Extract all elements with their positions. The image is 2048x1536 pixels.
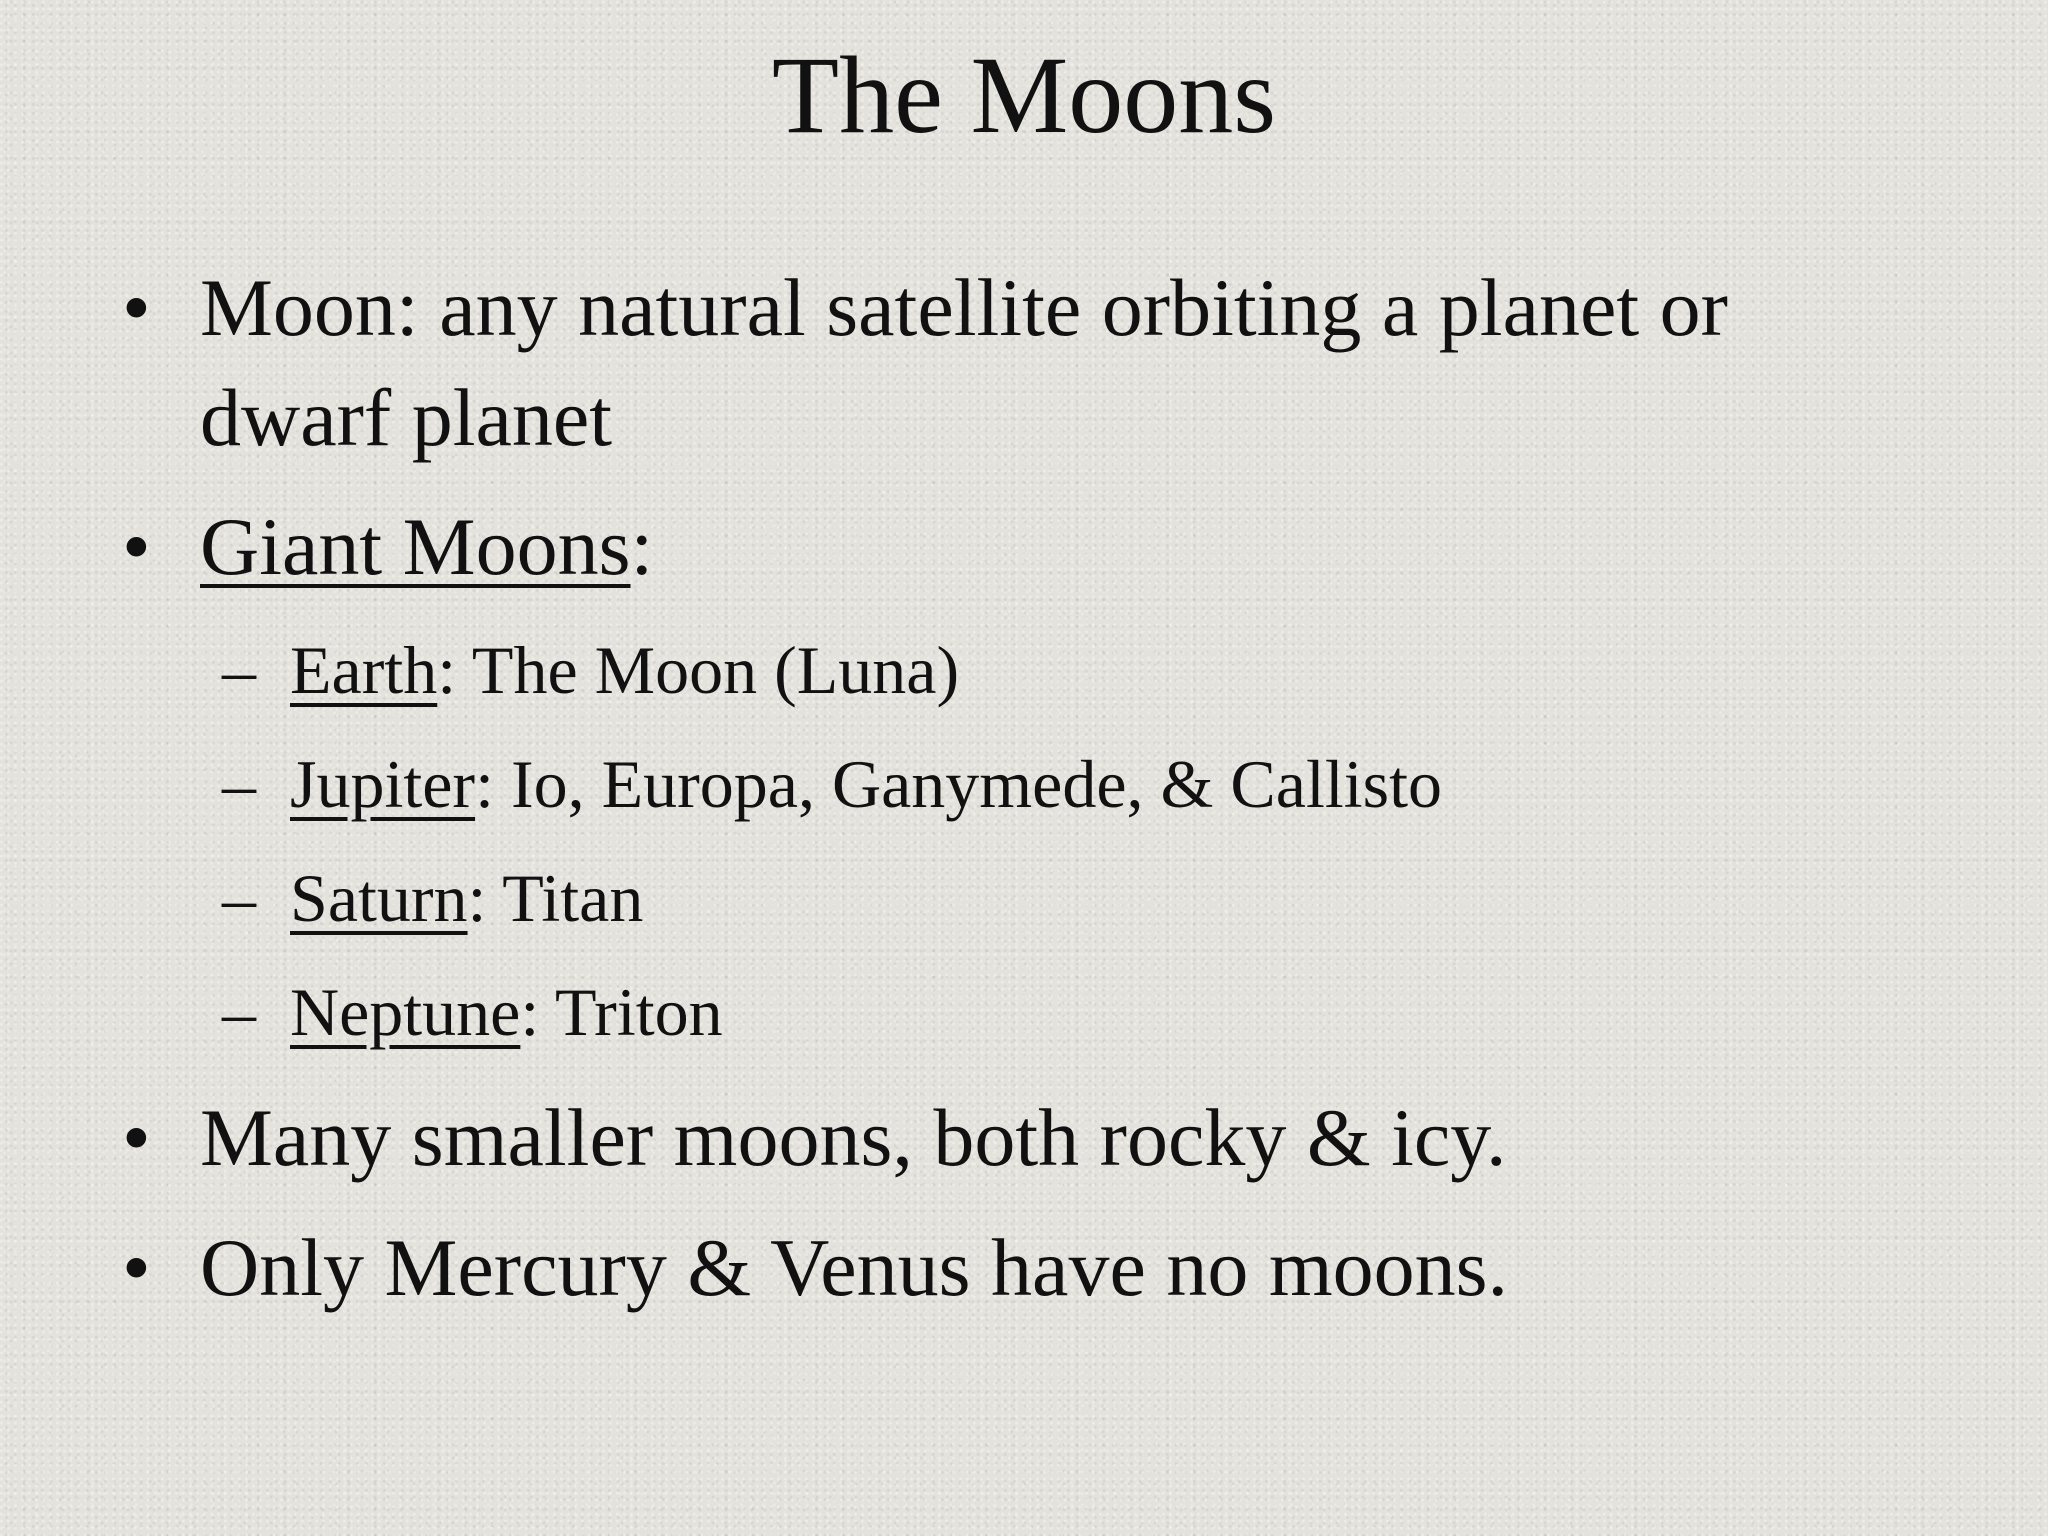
planet-label: Earth bbox=[290, 632, 438, 708]
sub-bullet-marker: – bbox=[222, 632, 256, 708]
bullet-marker: • bbox=[122, 1222, 151, 1313]
planet-label: Neptune bbox=[290, 974, 521, 1050]
planet-label: Jupiter bbox=[290, 746, 476, 822]
sub-bullet-line bbox=[290, 856, 643, 940]
bullet-text-line bbox=[200, 497, 653, 597]
bullet-text-line: Only Mercury & Venus have no moons. bbox=[200, 1222, 1509, 1313]
bullet-marker: • bbox=[122, 1092, 151, 1183]
sub-bullet-line bbox=[290, 970, 723, 1054]
sub-bullet-line bbox=[290, 742, 1442, 826]
sub-bullet-marker: – bbox=[222, 974, 256, 1050]
giant-moons-label: Giant Moons bbox=[200, 501, 631, 592]
moon-list: : Triton bbox=[520, 974, 723, 1050]
giant-moons-suffix: : bbox=[630, 501, 654, 592]
moon-list: : The Moon (Luna) bbox=[437, 632, 960, 708]
planet-label: Saturn bbox=[290, 860, 468, 936]
sub-bullet-line bbox=[290, 628, 959, 712]
sub-bullet-marker: – bbox=[222, 746, 256, 822]
moon-list: : Io, Europa, Ganymede, & Callisto bbox=[475, 746, 1442, 822]
bullet-marker: • bbox=[122, 501, 151, 592]
slide-title: The Moons bbox=[771, 34, 1277, 156]
bullet-text-line: Moon: any natural satellite orbiting a planet or bbox=[200, 262, 1728, 353]
moon-list: : Titan bbox=[467, 860, 644, 936]
bullet-marker: • bbox=[122, 262, 151, 353]
sub-bullet-marker: – bbox=[222, 860, 256, 936]
bullet-text-line: Many smaller moons, both rocky & icy. bbox=[200, 1092, 1507, 1183]
bullet-text-line: dwarf planet bbox=[200, 372, 613, 463]
